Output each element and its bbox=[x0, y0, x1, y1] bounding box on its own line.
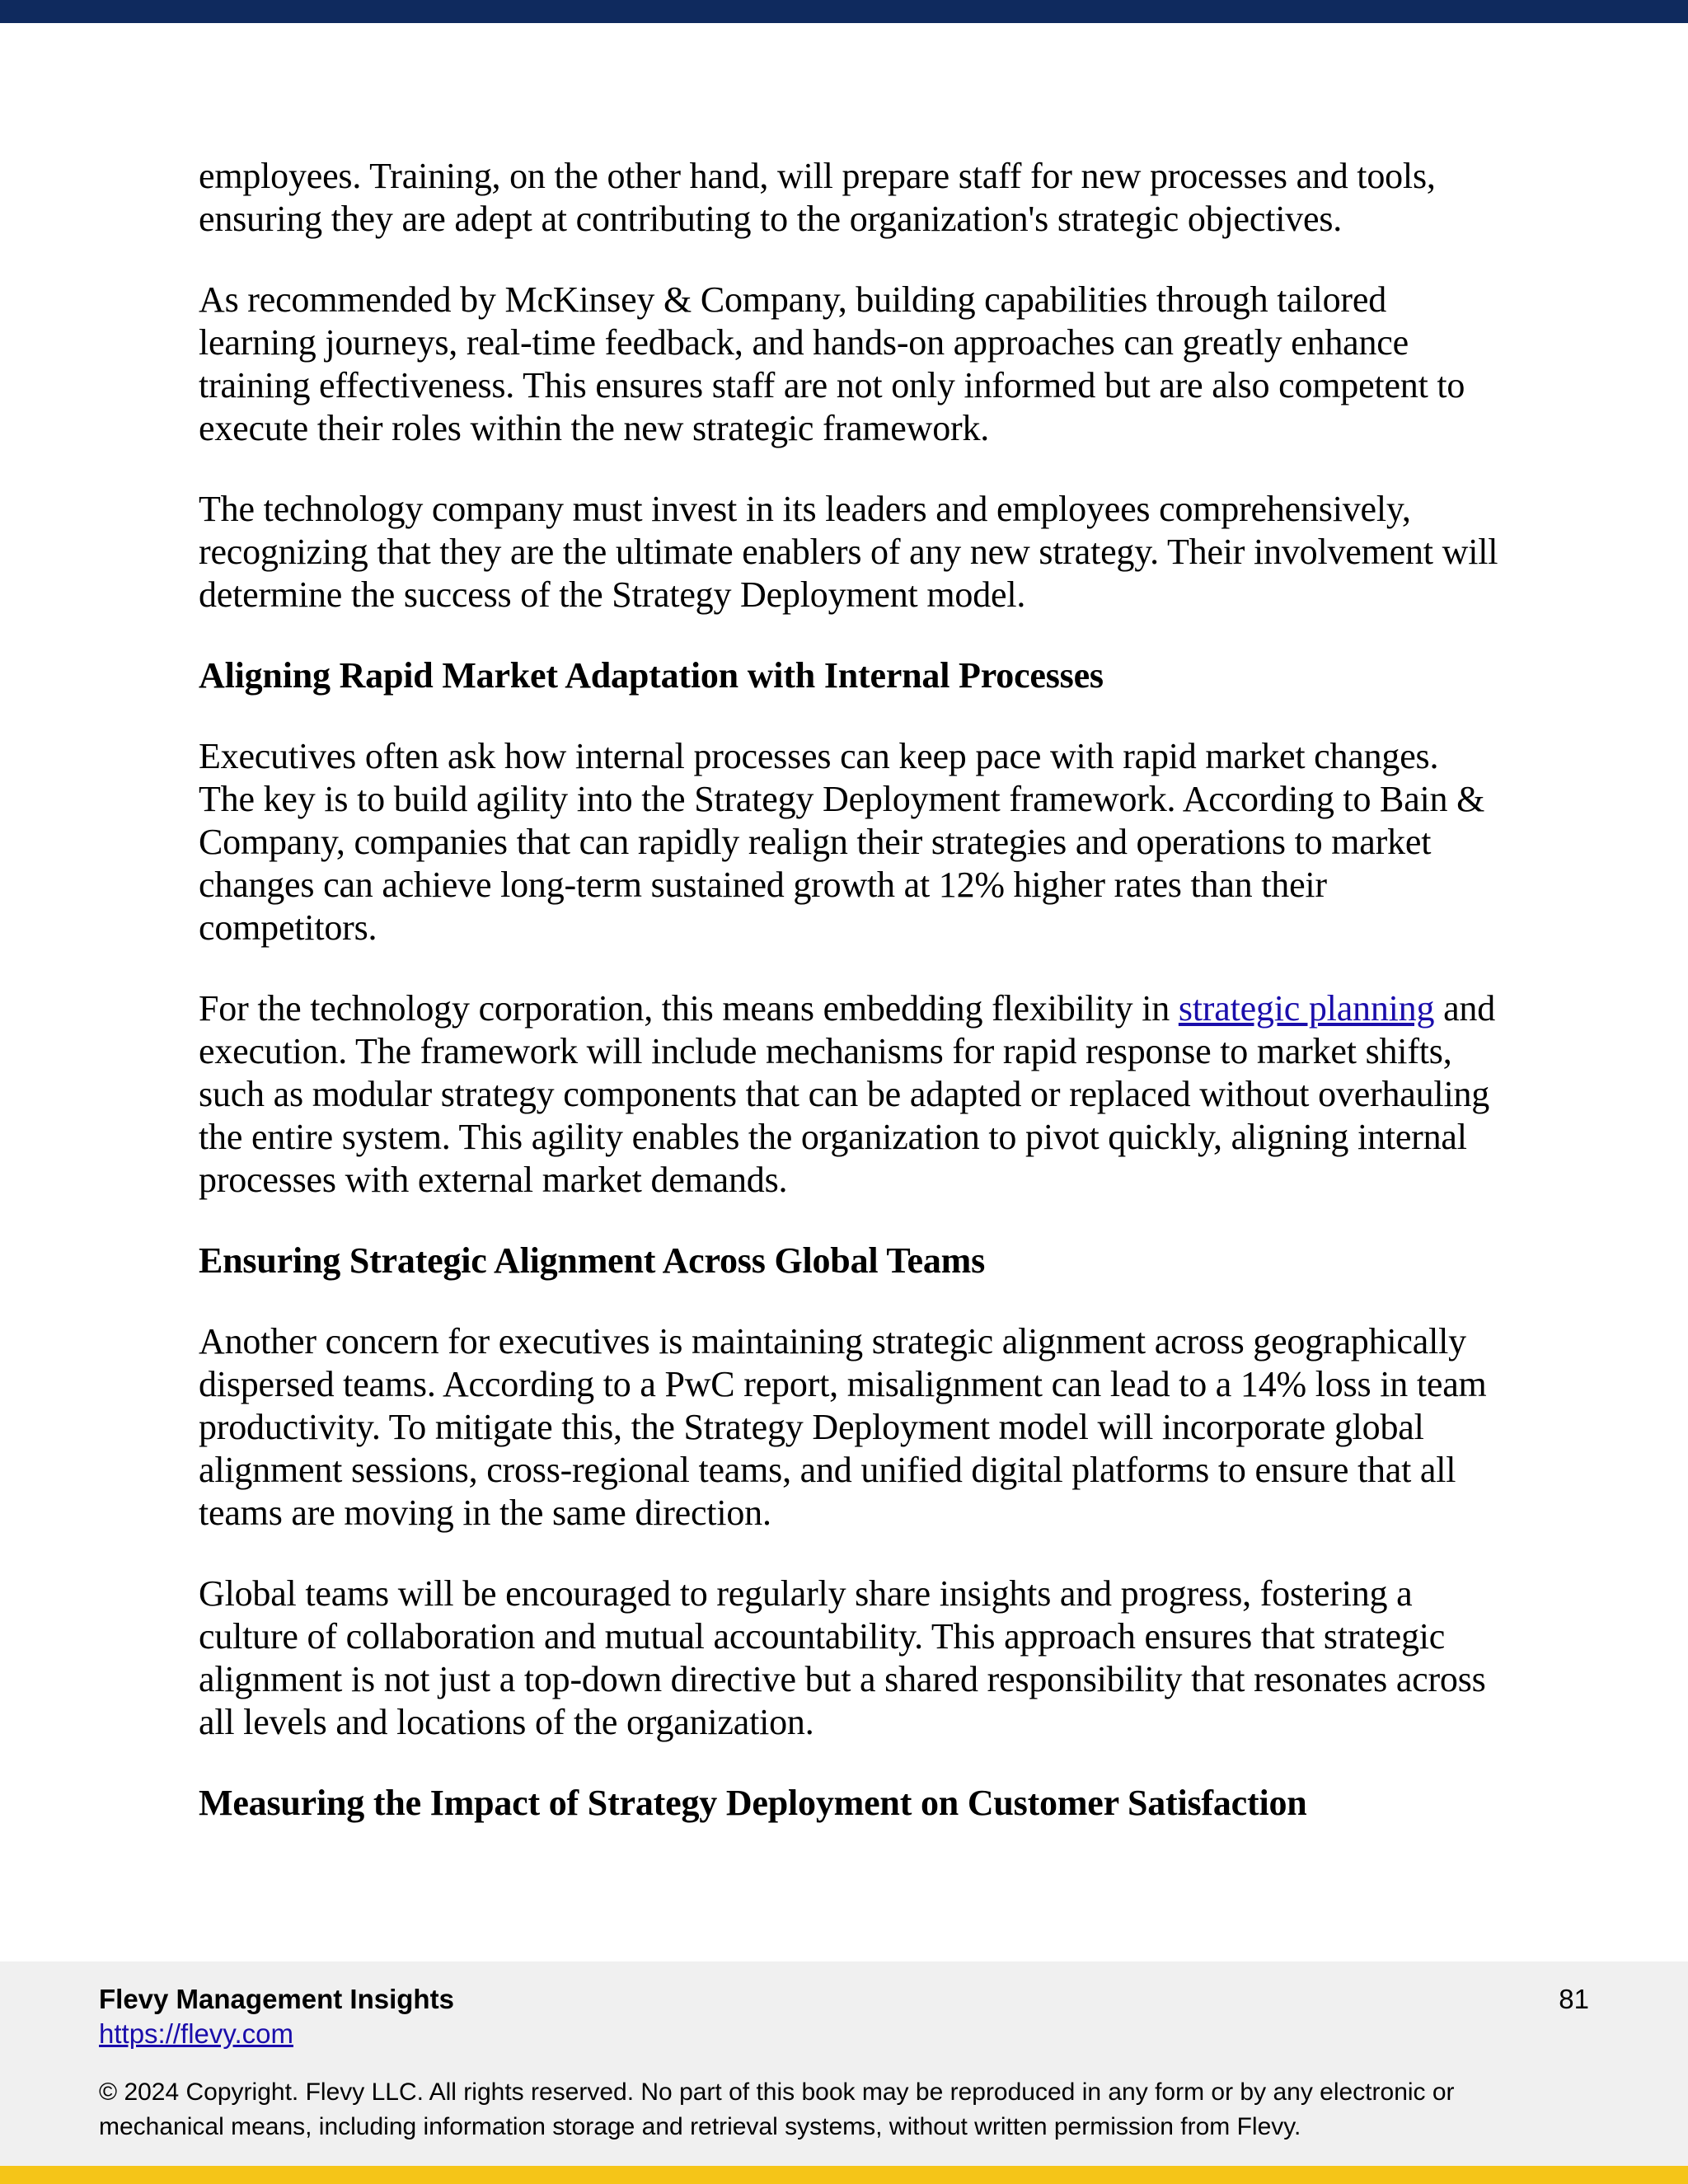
bottom-accent-bar bbox=[0, 2166, 1688, 2184]
paragraph-invest-leaders: The technology company must invest in its leaders and employees comprehensively, recognizing that they are the ultimate enablers of any new strategy. Their involvement will determine the success of the Strategy Deployment model. bbox=[199, 489, 1498, 615]
paragraph-flexibility-start: For the technology corporation, this means embedding flexibility in bbox=[199, 988, 1179, 1029]
top-accent-bar bbox=[0, 0, 1688, 23]
paragraph-flexibility bbox=[199, 987, 1501, 1202]
paragraph-training: employees. Training, on the other hand, will prepare staff for new processes and tools, ensuring they are adept at contributing to the organization's strategic objectives. bbox=[199, 156, 1436, 239]
flevy-website-link[interactable]: https://flevy.com bbox=[99, 2018, 293, 2049]
paragraph-flexibility-end: and execution. The framework will include mechanisms for rapid response to market shifts, such as modular strategy components that can be adapted or replaced without overhauling the entire system. This agility enables the organization to pivot quickly, aligning internal processes with external market demands. bbox=[199, 988, 1495, 1200]
heading-global-teams: Ensuring Strategic Alignment Across Global Teams bbox=[199, 1240, 986, 1281]
page-number: 81 bbox=[1559, 1984, 1589, 2014]
page-footer bbox=[0, 1961, 1688, 2166]
paragraph-pwc: Another concern for executives is maintaining strategic alignment across geographically dispersed teams. According to a PwC report, misalignment can lead to a 14% loss in team productivity. To mitigate this, the Strategy Deployment model will incorporate global alignment sessions, cross-regional teams, and unified digital platforms to ensure that all teams are moving in the same direction. bbox=[199, 1321, 1487, 1533]
copyright-notice: © 2024 Copyright. Flevy LLC. All rights reserved. No part of this book may be reproduced in any form or by any electronic or mechanical means, including information storage and retrieval systems, without written permission from Flevy. bbox=[99, 2079, 1455, 2140]
footer-title: Flevy Management Insights bbox=[99, 1984, 454, 2014]
paragraph-mckinsey: As recommended by McKinsey & Company, building capabilities through tailored learning journeys, real-time feedback, and hands-on approaches can greatly enhance training effectiveness. This ensures staff are not only informed but are also competent to execute their roles within the new strategic framework. bbox=[199, 279, 1465, 448]
strategic-planning-link[interactable]: strategic planning bbox=[1178, 988, 1435, 1029]
heading-customer-satisfaction: Measuring the Impact of Strategy Deployment on Customer Satisfaction bbox=[199, 1783, 1307, 1823]
heading-rapid-market-adaptation: Aligning Rapid Market Adaptation with Internal Processes bbox=[199, 655, 1104, 696]
paragraph-bain: Executives often ask how internal processes can keep pace with rapid market changes. The key is to build agility into the Strategy Deployment framework. According to Bain & Company, companies that can rapidly realign their strategies and operations to market changes can achieve long-term sustained growth at 12% higher rates than their competitors. bbox=[199, 736, 1485, 948]
paragraph-global-teams: Global teams will be encouraged to regularly share insights and progress, fostering a culture of collaboration and mutual accountability. This approach ensures that strategic alignment is not just a top-down directive but a shared responsibility that resonates across all levels and locations of the organization. bbox=[199, 1573, 1486, 1742]
page-content bbox=[199, 155, 1501, 1863]
